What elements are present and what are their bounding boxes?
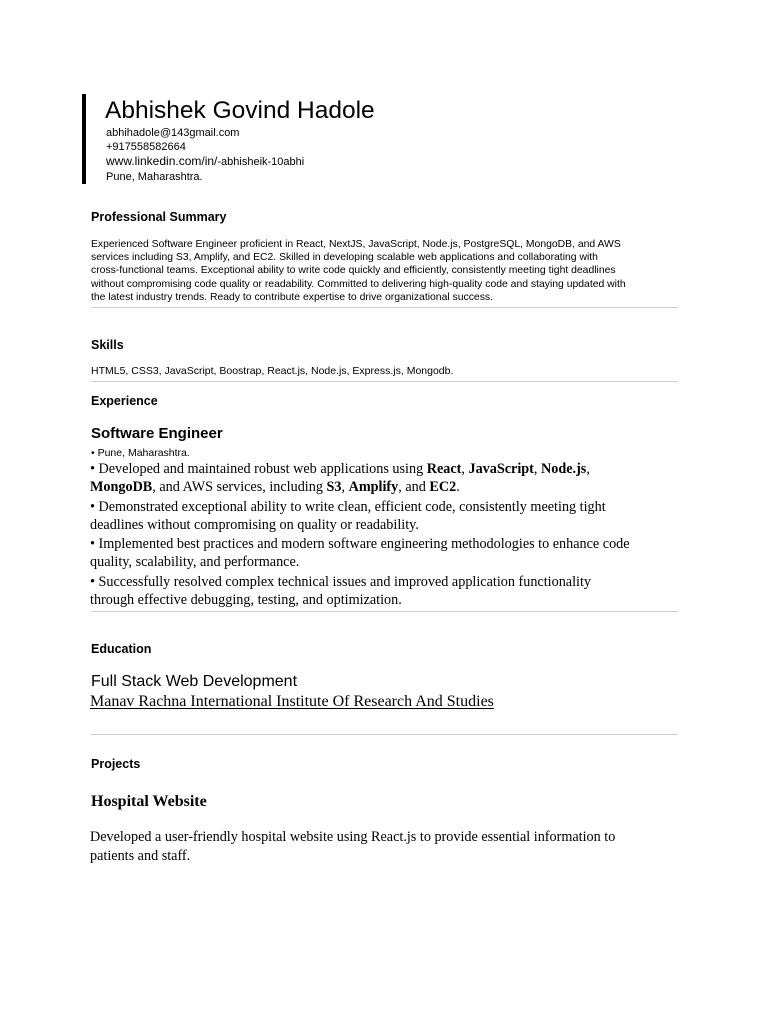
skills-heading: Skills [91,338,124,352]
linkedin-prefix: www.linkedin.com/in/ [106,154,218,168]
bullet-line: deadlines without compromising on quality or readability. [90,516,419,533]
bullet-line: through effective debugging, testing, and optimization. [90,591,402,608]
bullet-line [90,478,680,496]
education-heading: Education [91,642,152,656]
keyword: React [426,461,462,477]
summary-line: without compromising code quality or readability. Committed to delivering high-quality code and staying updated with [91,278,626,290]
experience-bullet [90,460,680,496]
experience-bullets [90,460,680,610]
bullet-text: , [586,461,590,477]
keyword: S3 [326,479,342,495]
job-title: Software Engineer [91,425,223,442]
keyword: Amplify [348,479,399,495]
bullet-line: • Implemented best practices and modern software engineering methodologies to enhance code [90,536,630,552]
candidate-name: Abhishek Govind Hadole [105,97,375,124]
keyword: JavaScript [468,461,534,477]
degree-title: Full Stack Web Development [91,673,298,690]
experience-bullet [90,498,680,534]
summary-text [91,238,677,304]
location: Pune, Maharashtra. [106,171,203,183]
section-divider [91,611,678,612]
project-description [90,828,680,866]
bullet-text: , [533,461,541,477]
projects-heading: Projects [91,757,141,771]
experience-heading: Experience [91,394,158,408]
bullet-text: , and AWS services, including [152,479,327,495]
bullet-text: . [456,479,460,495]
bullet-text: , [341,479,349,495]
phone-number: +917558582664 [106,141,186,153]
experience-bullet [90,535,680,571]
description-line: patients and staff. [90,848,191,864]
summary-heading: Professional Summary [91,210,227,224]
bullet-text: , and [398,479,430,495]
institution-name: Manav Rachna International Institute Of Research And Studies [90,693,494,710]
project-title: Hospital Website [91,793,207,810]
experience-bullet [90,573,680,609]
bullet-line [90,460,680,478]
bullet-text: • Developed and maintained robust web applications using [90,461,427,477]
keyword: EC2 [429,479,457,495]
keyword: Node.js [541,461,587,477]
bullet-text: , [461,461,469,477]
description-line: Developed a user-friendly hospital website using React.js to provide essential information to [90,829,616,845]
bullet-line: • Demonstrated exceptional ability to write clean, efficient code, consistently meeting tight [90,498,606,515]
section-divider [91,734,678,735]
summary-line: services including S3, Amplify, and EC2. Skilled in developing scalable web applications and collaborating with [91,252,598,264]
summary-line: cross-functional teams. Exceptional ability to write code quickly and efficiently, consistently meeting tight deadlines [91,265,616,277]
linkedin-handle: -abhisheik-10abhi [217,156,305,168]
bullet-line: • Successfully resolved complex technical issues and improved application functionality [90,573,592,590]
bullet-line: quality, scalability, and performance. [90,554,300,570]
section-divider [91,381,678,382]
section-divider [91,307,678,308]
summary-line: Experienced Software Engineer proficient in React, NextJS, JavaScript, Node.js, PostgreSQL, MongoDB, and AWS [91,239,621,250]
header-accent-bar [82,94,86,184]
skills-list: HTML5, CSS3, JavaScript, Boostrap, React.js, Node.js, Express.js, Mongodb. [91,365,454,377]
job-location: • Pune, Maharashtra. [91,447,190,459]
summary-line: the latest industry trends. Ready to contribute expertise to drive organizational success. [91,291,493,303]
keyword: MongoDB [90,479,153,495]
email-link[interactable]: abhihadole@143gmail.com [106,127,240,139]
linkedin-link[interactable] [106,154,304,169]
